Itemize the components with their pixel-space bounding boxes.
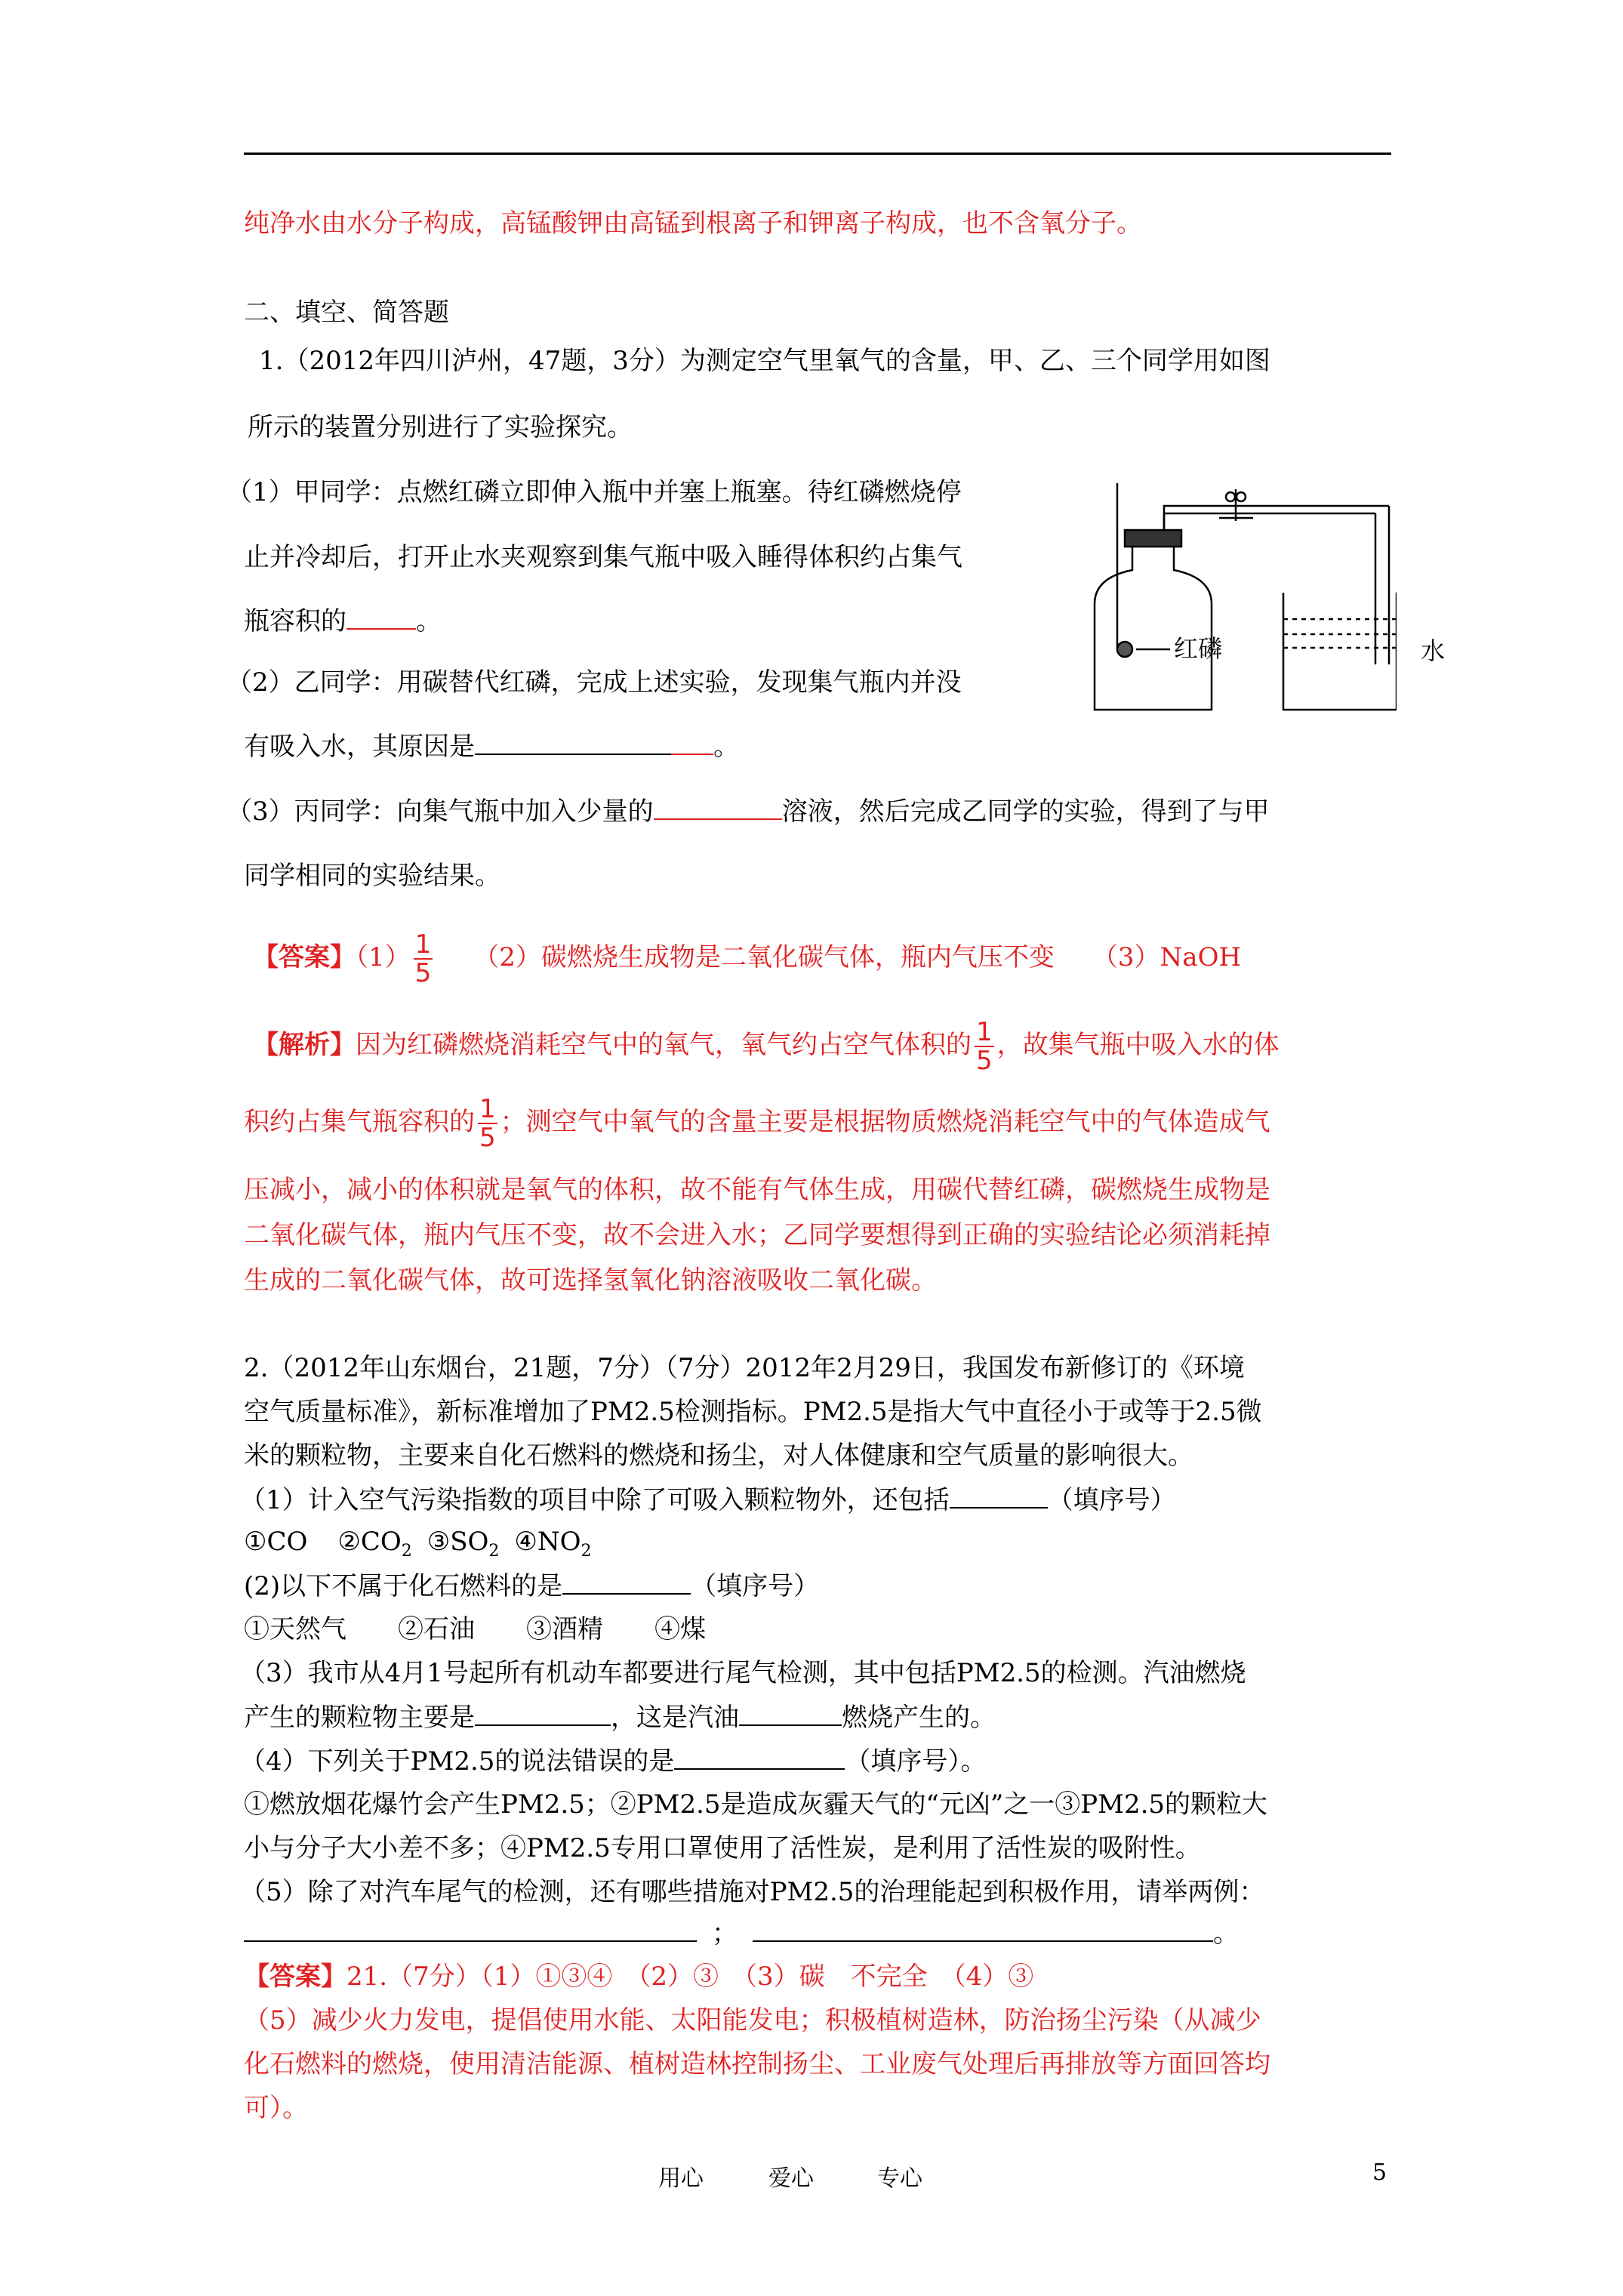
- gas-jar-icon: [1095, 544, 1212, 710]
- q1-part1-line1: （1）甲同学：点燃红磷立即伸入瓶中并塞上瓶塞。待红磷燃烧停: [226, 477, 962, 507]
- q2-stem-line2: 空气质量标准》，新标准增加了PM2.5检测指标。PM2.5是指大气中直径小于或等于2.5微: [244, 1397, 1262, 1427]
- q2-part2-prefix: (2)以下不属于化石燃料的是: [244, 1571, 563, 1601]
- q2-answer-line1: [244, 1962, 1391, 1992]
- q1-part1-prefix: 瓶容积的: [244, 606, 346, 636]
- q2-part1-suffix: （填序号）: [1047, 1485, 1176, 1515]
- footer-motto-1: 用心: [658, 2165, 704, 2192]
- q1-stem-line1: 1.（2012年四川泸州，47题，3分）为测定空气里氧气的含量，甲、乙、三个同学用如图: [259, 346, 1270, 376]
- q2-answer-line2: （5）减少火力发电，提倡使用水能、太阳能发电；积极植树造林，防治扬尘污染（从减少: [244, 2005, 1261, 2036]
- q2-part2-options: ①天然气 ②石油 ③酒精 ④煤: [244, 1614, 706, 1644]
- q2-part5-line1: （5）除了对汽车尾气的检测，还有哪些措施对PM2.5的治理能起到积极作用，请举两例：: [240, 1877, 1265, 1907]
- analysis-l1-post: ，故集气瓶中吸入水的体: [996, 1030, 1280, 1060]
- fraction-one-fifth-3: $\frac{1}{5}$: [479, 1094, 496, 1153]
- q1-analysis-line4: 二氧化碳气体，瓶内气压不变，故不会进入水；乙同学要想得到正确的实验结论必须消耗掉: [244, 1220, 1270, 1250]
- page-number: 5: [1372, 2159, 1387, 2186]
- header-rule: [244, 153, 1391, 155]
- q1-blank-1[interactable]: [346, 606, 416, 630]
- q2-stem-line1: 2.（2012年山东烟台，21题，7分）（7分）2012年2月29日，我国发布新修订的《环境: [244, 1353, 1245, 1383]
- q2-answer-text: 21.（7分）（1）①③④ （2）③ （3）碳 不完全 （4）③: [346, 1962, 1034, 1992]
- q2-blank-5a[interactable]: [244, 1918, 697, 1942]
- q1-part3-suffix: 溶液，然后完成乙同学的实验，得到了与甲: [781, 797, 1270, 827]
- q2-blank-5b[interactable]: [753, 1918, 1213, 1942]
- q2-part1-prefix: （1）计入空气污染指数的项目中除了可吸入颗粒物外，还包括: [240, 1485, 950, 1515]
- q2-answer-line3: 化石燃料的燃烧，使用清洁能源、植树造林控制扬尘、工业废气处理后再排放等方面回答均: [244, 2049, 1270, 2079]
- q2-part3-mid: ，这是汽油: [611, 1703, 739, 1733]
- q2-blank-2[interactable]: [562, 1570, 691, 1595]
- analysis-tag: 【解析】: [253, 1030, 356, 1060]
- q2-part3-line2: [244, 1702, 1391, 1733]
- q1-part2-line2: [244, 731, 1391, 762]
- answer-tag: 【答案】: [253, 942, 356, 972]
- q2-answer-line4: 可）。: [244, 2093, 308, 2123]
- q1-part2-line1: （2）乙同学：用碳替代红磷，完成上述实验，发现集气瓶内并没: [226, 667, 962, 698]
- label-phosphorus: 红磷: [1174, 634, 1223, 663]
- q1-part3-line2: 同学相同的实验结果。: [244, 861, 500, 891]
- apparatus-diagram: [1079, 476, 1397, 717]
- q2-part4: [240, 1746, 1387, 1777]
- q2-part3-prefix: 产生的颗粒物主要是: [244, 1703, 475, 1733]
- q2-part4-prefix: （4）下列关于PM2.5的说法错误的是: [240, 1746, 675, 1777]
- q2-stem-line3: 米的颗粒物，主要来自化石燃料的燃烧和扬尘，对人体健康和空气质量的影响很大。: [244, 1441, 1193, 1471]
- q1-part2-prefix: 有吸入水，其原因是: [244, 732, 475, 762]
- q1-blank-3[interactable]: [654, 796, 782, 820]
- q1-analysis-line5: 生成的二氧化碳气体，故可选择氢氧化钠溶液吸收二氧化碳。: [244, 1265, 937, 1296]
- q2-part4-line3: 小与分子大小差不多；④PM2.5专用口罩使用了活性炭，是利用了活性炭的吸附性。: [244, 1833, 1201, 1863]
- analysis-l1-pre: 因为红磷燃烧消耗空气中的氧气，氧气约占空气体积的: [356, 1030, 972, 1060]
- q2-opt-so2: $③SO_2$: [427, 1527, 500, 1561]
- q2-opt-co2: $②CO_2$: [337, 1527, 412, 1561]
- q2-part5-sep: ；: [712, 1918, 738, 1949]
- footer-motto-3: 专心: [877, 2165, 922, 2192]
- q1-stem-line2: 所示的装置分别进行了实验探究。: [248, 412, 633, 442]
- q2-part2: [244, 1570, 1391, 1601]
- fraction-one-fifth: $\frac{1}{5}$: [414, 929, 432, 988]
- q2-blank-4[interactable]: [674, 1746, 845, 1770]
- beaker-icon: [1283, 593, 1397, 710]
- q2-part1-options: [244, 1527, 1391, 1567]
- q2-part3-line1: （3）我市从4月1号起所有机动车都要进行尾气检测，其中包括PM2.5的检测。汽油燃烧: [240, 1658, 1246, 1688]
- q2-blank-3b[interactable]: [739, 1702, 842, 1726]
- q1-part1-suffix: 。: [416, 606, 442, 636]
- q1-part1-line2: 止并冷却后，打开止水夹观察到集气瓶中吸入睡得体积约占集气: [244, 542, 962, 572]
- analysis-l2-post: ；测空气中氧气的含量主要是根据物质燃烧消耗空气中的气体造成气: [500, 1107, 1270, 1137]
- q2-blank-3a[interactable]: [475, 1702, 611, 1726]
- analysis-l2-pre: 积约占集气瓶容积的: [244, 1107, 475, 1137]
- q1-blank-2[interactable]: [475, 731, 671, 755]
- q1-part3-prefix: （3）丙同学：向集气瓶中加入少量的: [226, 797, 654, 827]
- q2-answer-tag: 【答案】: [244, 1962, 346, 1992]
- q2-part2-suffix: （填序号）: [691, 1571, 820, 1601]
- q1-answer-part2: （2）碳燃烧生成物是二氧化碳气体，瓶内气压不变: [473, 942, 1055, 972]
- q2-opt-co: ①CO: [244, 1527, 308, 1557]
- q2-part1: [240, 1484, 1387, 1515]
- q2-part5-end: 。: [1213, 1918, 1239, 1949]
- q1-analysis-line3: 压减小，减小的体积就是氧气的体积，故不能有气体生成，用碳代替红磷，碳燃烧生成物是: [244, 1175, 1270, 1205]
- q1-answer-part3: （3）NaOH: [1092, 942, 1242, 972]
- q1-analysis-line1: [253, 1015, 1400, 1075]
- q2-part5-line2: [244, 1918, 1391, 1949]
- fraction-one-fifth-2: $\frac{1}{5}$: [976, 1017, 993, 1076]
- q1-answer: [253, 927, 1400, 988]
- q2-blank-1[interactable]: [950, 1484, 1048, 1509]
- q1-analysis-line2: [244, 1092, 1391, 1152]
- section-title: 二、填空、简答题: [244, 297, 449, 328]
- label-water: 水: [1421, 636, 1446, 665]
- q1-answer-part1: （1）: [356, 942, 411, 972]
- q1-part3-line1: [226, 796, 1374, 827]
- carry-over-answer: 纯净水由水分子构成，高锰酸钾由高锰到根离子和钾离子构成，也不含氧分子。: [244, 208, 1142, 239]
- q2-part4-line2: ①燃放烟花爆竹会产生PM2.5；②PM2.5是造成灰霾天气的“元凶”之一③PM2.5的颗粒大: [244, 1789, 1268, 1820]
- q2-part3-suffix: 燃烧产生的。: [842, 1703, 996, 1733]
- q2-part4-suffix: （填序号）。: [845, 1746, 987, 1777]
- q1-part2-suffix: 。: [713, 732, 739, 762]
- footer-motto-2: 爱心: [768, 2165, 814, 2192]
- q1-blank-2-tail: [671, 731, 713, 755]
- q2-opt-no2: $④NO_2$: [514, 1527, 592, 1561]
